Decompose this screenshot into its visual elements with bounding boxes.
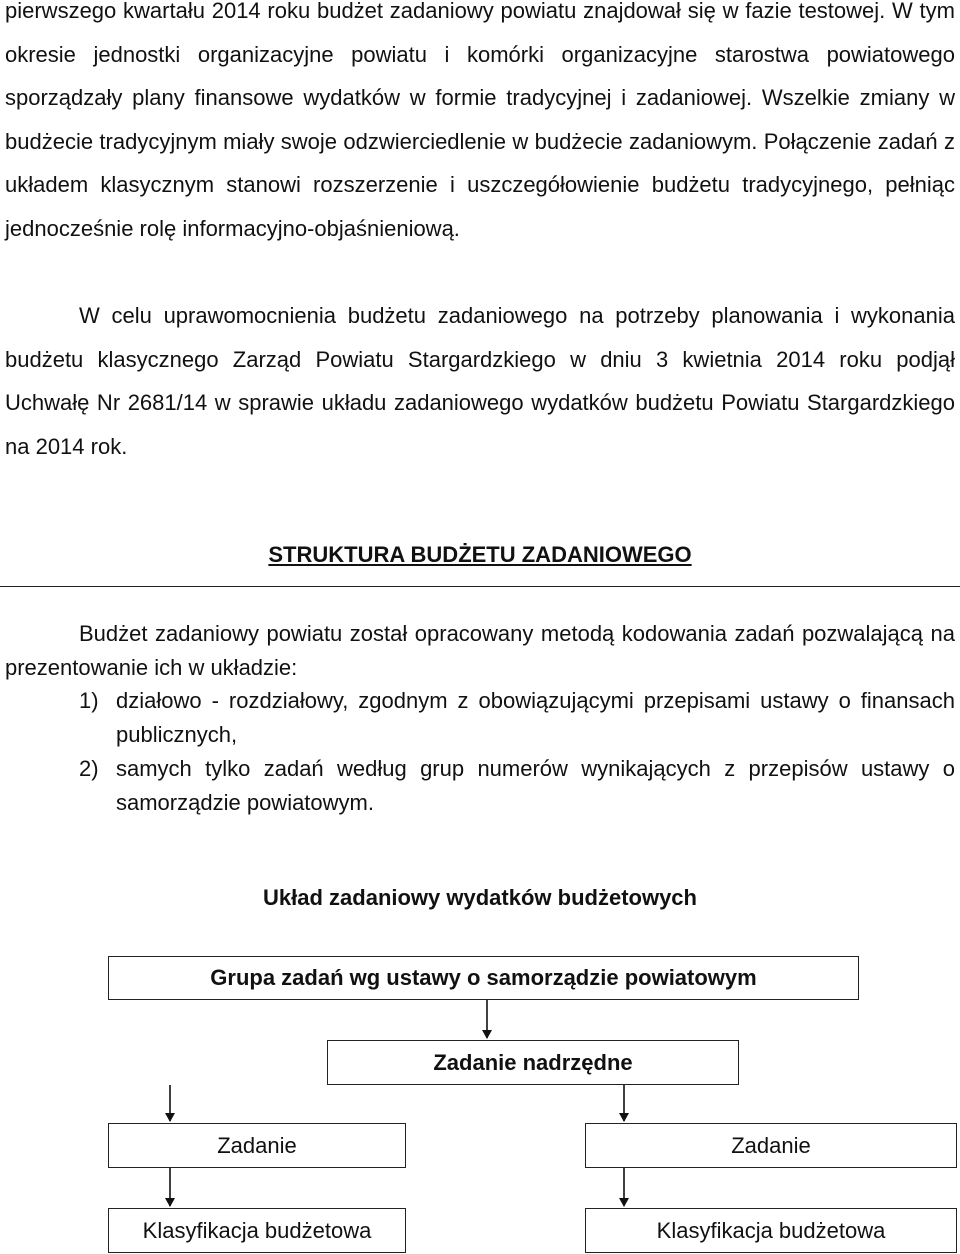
list-item-number: 1) xyxy=(79,688,99,713)
group-box: Grupa zadań wg ustawy o samorządzie powiatowym xyxy=(108,956,859,1000)
section-intro: Budżet zadaniowy powiatu został opracowany metodą kodowania zadań pozwalającą na prezentowanie ich w układzie: xyxy=(5,621,955,680)
classification-box-left: Klasyfikacja budżetowa xyxy=(108,1208,406,1253)
diagram-title: Układ zadaniowy wydatków budżetowych xyxy=(263,885,697,910)
paragraph-resolution: W celu uprawomocnienia budżetu zadaniowego na potrzeby planowania i wykonania budżetu klasycznego Zarząd Powiatu Stargardzkiego w dniu 3 kwietnia 2014 roku podjął Uchwałę Nr 2681/14 w sprawie układu zadaniowego wydatków budżetu Powiatu Stargardzkiego na 2014 rok. xyxy=(5,303,955,459)
list-item-text: samych tylko zadań według grup numerów wynikających z przepisów ustawy o samorządzie powiatowym. xyxy=(116,756,955,815)
task-box-right: Zadanie xyxy=(585,1123,957,1168)
task-box-left: Zadanie xyxy=(108,1123,406,1168)
list-item-number: 2) xyxy=(79,756,99,781)
section-title: STRUKTURA BUDŻETU ZADANIOWEGO xyxy=(268,542,692,567)
paragraph-budget-test-phase: pierwszego kwartału 2014 roku budżet zadaniowy powiatu znajdował się w fazie testowej. W tym okresie jednostki organizacyjne powiatu i komórki organizacyjne starostwa powiatowego sporządzały plany finansowe wydatków w formie tradycyjnej i zadaniowej. Wszelkie zmiany w budżecie tradycyjnym miały swoje odzwierciedlenie w budżecie zadaniowym. Połączenie zadań z układem klasycznym stanowi rozszerzenie i uszczegółowienie budżetu tradycyjnego, pełniąc jednocześnie rolę informacyjno-objaśnieniową. xyxy=(5,0,955,241)
parent-task-box: Zadanie nadrzędne xyxy=(327,1040,739,1085)
classification-box-right: Klasyfikacja budżetowa xyxy=(585,1208,957,1253)
list-item-text: działowo - rozdziałowy, zgodnym z obowiązującymi przepisami ustawy o finansach publicznych, xyxy=(116,688,955,747)
